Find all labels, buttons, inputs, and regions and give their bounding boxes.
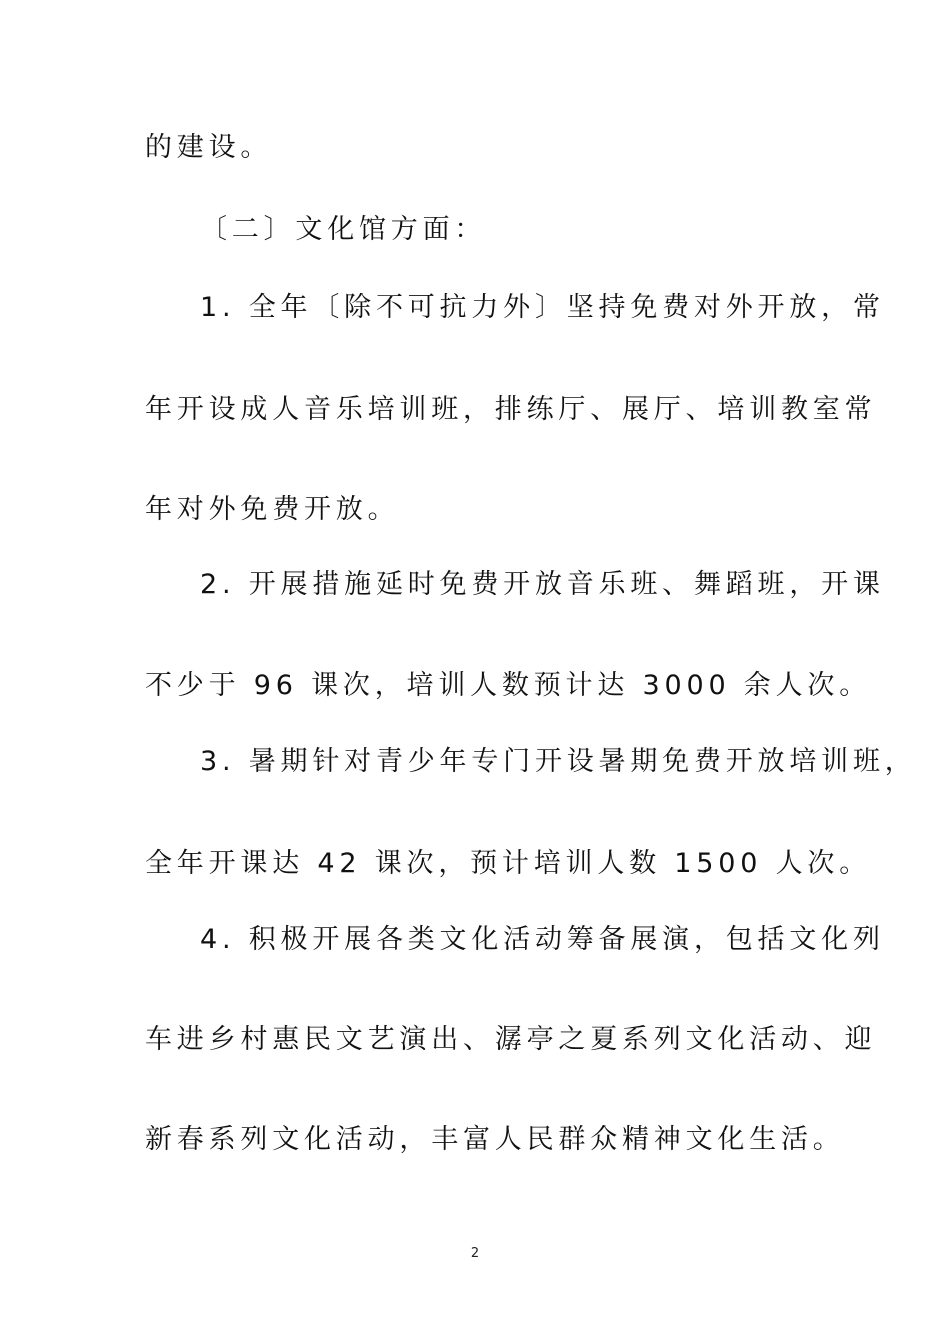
text-line-11: 车进乡村惠民文艺演出、潺亭之夏系列文化活动、迎 [145,1024,877,1055]
text-line-3: 1. 全年〔除不可抗力外〕坚持免费对外开放，常 [200,292,885,323]
text-line-12: 新春系列文化活动，丰富人民群众精神文化生活。 [145,1124,845,1155]
text-line-10: 4. 积极开展各类文化活动筹备展演，包括文化列 [200,924,885,955]
text-line-5: 年对外免费开放。 [145,494,400,525]
text-line-7: 不少于 96 课次，培训人数预计达 3000 余人次。 [145,670,871,701]
text-line-6: 2. 开展措施延时免费开放音乐班、舞蹈班，开课 [200,569,885,600]
text-line-4: 年开设成人音乐培训班，排练厅、展厅、培训教室常 [145,394,877,425]
section-heading: 〔二〕文化馆方面： [200,214,487,245]
text-line-9: 全年开课达 42 课次，预计培训人数 1500 人次。 [145,848,871,879]
text-line-8: 3. 暑期针对青少年专门开设暑期免费开放培训班， [200,746,917,777]
text-line-1: 的建设。 [145,132,273,163]
page-number: 2 [470,1246,480,1261]
